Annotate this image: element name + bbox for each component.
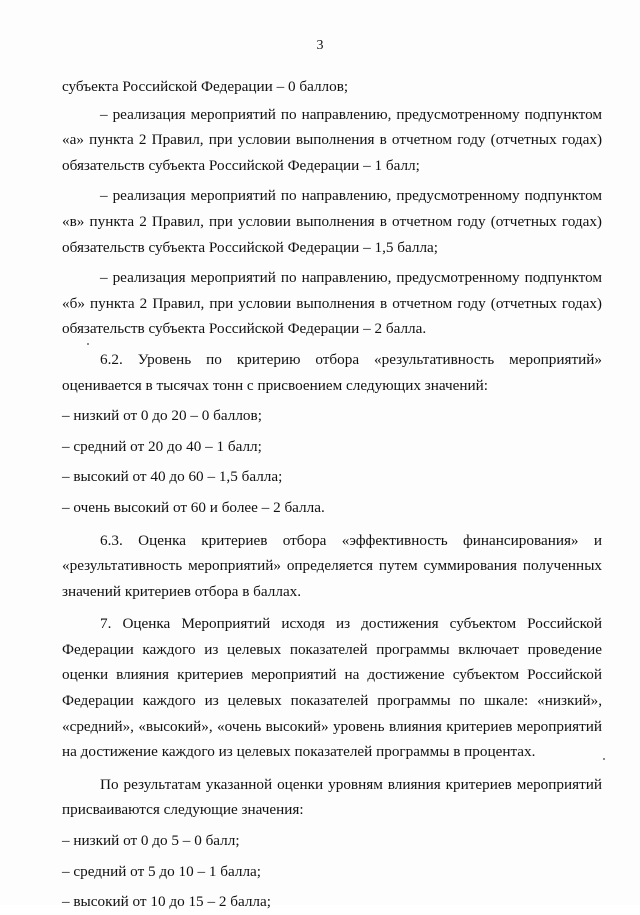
paragraph-4: – реализация мероприятий по направлению, предусмотренному подпунктом «б» пункта 2 Правил, при условии выполнения в отчетном году (отчетных годах) обязательств субъекта Российской Федерации – 2 балла. — [62, 269, 602, 338]
list-item: – высокий от 40 до 60 – 1,5 балла; — [62, 468, 283, 486]
list-item: – высокий от 10 до 15 – 2 балла; — [62, 893, 271, 911]
list-item: – средний от 5 до 10 – 1 балла; — [62, 862, 261, 880]
paragraph-6: 6.3. Оценка критериев отбора «эффективность финансирования» и «результативность мероприятий» определяется путем суммирования полученных значений критериев отбора в баллах. — [62, 531, 602, 600]
list-item: – низкий от 0 до 5 – 0 балл; — [62, 832, 240, 850]
paragraph-5: 6.2. Уровень по критерию отбора «результативность мероприятий» оценивается в тысячах тонн с присвоением следующих значений: — [62, 350, 602, 394]
paragraph-3: – реализация мероприятий по направлению, предусмотренному подпунктом «в» пункта 2 Правил, при условии выполнения в отчетном году (отчетных годах) обязательств субъекта Российской Федерации – 1,5 балла; — [62, 187, 602, 256]
paragraph-1: субъекта Российской Федерации – 0 баллов; — [62, 78, 349, 95]
list-item: – очень высокий от 60 и более – 2 балла. — [62, 498, 325, 516]
page-number: 3 — [316, 38, 324, 53]
paragraph-2: – реализация мероприятий по направлению, предусмотренному подпунктом «а» пункта 2 Правил, при условии выполнения в отчетном году (отчетных годах) обязательств субъекта Российской Федерации – 1 балл; — [62, 105, 602, 174]
list-item: – низкий от 0 до 20 – 0 баллов; — [62, 407, 262, 425]
paragraph-7: 7. Оценка Мероприятий исходя из достижения субъектом Российской Федерации каждого из целевых показателей программы включает проведение оценки влияния критериев мероприятий на достижение субъектом Российской Федерации каждого из целевых показателей программы по шкале: «низкий», «средний», «высокий», «очень высокий» уровень влияния критериев мероприятий на достижение каждого из целевых показателей программы в процентах. — [62, 615, 602, 761]
list-item: – средний от 20 до 40 – 1 балл; — [62, 437, 262, 455]
scan-speck — [603, 758, 605, 760]
document-body — [62, 74, 602, 915]
scan-speck — [87, 343, 89, 345]
paragraph-8: По результатам указанной оценки уровням влияния критериев мероприятий присваиваются следующие значения: — [62, 775, 602, 819]
